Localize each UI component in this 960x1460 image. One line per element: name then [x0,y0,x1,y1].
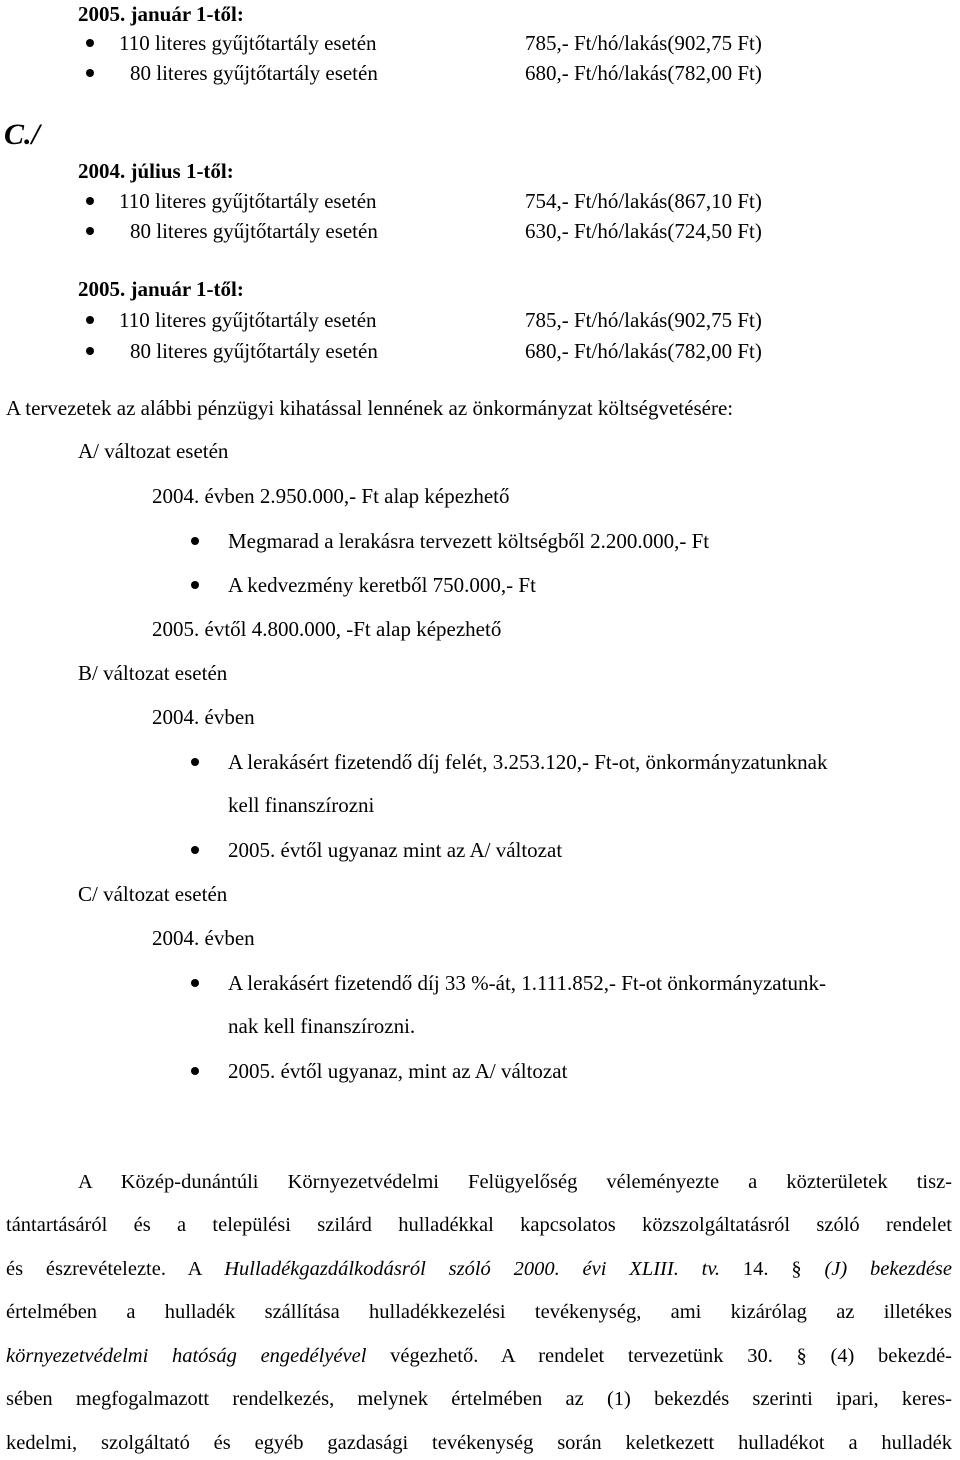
container-price: 630,- Ft/hó/lakás(724,50 Ft) [525,219,762,243]
variant-b-bullet1-line2: kell finanszírozni [228,793,375,817]
paragraph-line [6,1257,952,1281]
container-label: 110 literes gyűjtőtartály esetén [119,189,377,213]
variant-a-2004: 2004. évben 2.950.000,- Ft alap képezhető [152,484,510,508]
container-label: 110 literes gyűjtőtartály esetén [119,308,377,332]
variant-a-2005: 2005. évtől 4.800.000, -Ft alap képezhető [152,617,502,641]
bullet-icon [86,347,94,355]
section-c-heading-2004: 2004. július 1-től: [78,159,234,183]
paragraph-fragment: végezhető. A rendelet tervezetünk 30. § (4) bekezdé- [366,1345,953,1367]
variant-b-bullet2: 2005. évtől ugyanaz mint az A/ változat [228,838,563,862]
variant-c-bullet2: 2005. évtől ugyanaz, mint az A/ változat [228,1059,568,1083]
paragraph-line [6,1344,952,1368]
variant-c-title: C/ változat esetén [78,882,228,906]
bullet-icon [191,581,199,589]
body-paragraph [6,1170,952,1460]
authority-phrase: környezetvédelmi hatóság engedélyével [6,1345,367,1367]
container-price: 785,- Ft/hó/lakás(902,75 Ft) [525,308,762,332]
container-label: 80 literes gyűjtőtartály esetén [130,61,378,85]
container-label: 110 literes gyűjtőtartály esetén [119,31,377,55]
variant-c-2004: 2004. évben [152,926,255,950]
section-c-marker: C./ [4,118,40,151]
variant-a-title: A/ változat esetén [78,439,229,463]
paragraph-line [6,1431,952,1455]
paragraph-text [6,1257,952,1281]
variant-b-bullet1-line1: A lerakásért fizetendő díj felét, 3.253.120,- Ft-ot, önkormányzatunknak [228,750,828,774]
paragraph-line [6,1213,952,1237]
paragraph-line [78,1170,952,1194]
bullet-icon [191,1067,199,1075]
container-price: 680,- Ft/hó/lakás(782,00 Ft) [525,61,762,85]
impact-intro: A tervezetek az alábbi pénzügyi kihatással lennének az önkormányzat költségvetésére: [6,396,734,420]
variant-b-2004: 2004. évben [152,705,255,729]
bullet-icon [191,846,199,854]
bullet-icon [86,69,94,77]
paragraph-text: tántartásáról és a települési szilárd hulladékkal kapcsolatos közszolgáltatásról szóló rendelet [6,1214,952,1236]
bullet-icon [86,316,94,324]
paragraph-text: A Közép-dunántúli Környezetvédelmi Felügyelőség véleményezte a közterületek tisz- [78,1171,952,1193]
bullet-icon [191,979,199,987]
bullet-icon [191,537,199,545]
container-price: 754,- Ft/hó/lakás(867,10 Ft) [525,189,762,213]
section-c-heading-2005: 2005. január 1-től: [78,277,244,301]
paragraph-fragment: 14. § [720,1258,825,1280]
bullet-icon [86,39,94,47]
law-clause: (J) bekezdése [824,1258,952,1280]
container-price: 785,- Ft/hó/lakás(902,75 Ft) [525,31,762,55]
bullet-icon [86,227,94,235]
bullet-icon [86,197,94,205]
paragraph-text [6,1344,952,1368]
variant-a-bullet: Megmarad a lerakásra tervezett költségből 2.200.000,- Ft [228,529,710,553]
variant-a-bullet: A kedvezmény keretből 750.000,- Ft [228,573,536,597]
bullet-icon [191,758,199,766]
container-label: 80 literes gyűjtőtartály esetén [130,339,378,363]
variant-c-bullet1-line2: nak kell finanszírozni. [228,1014,416,1038]
paragraph-line [6,1387,952,1411]
section-b-heading: 2005. január 1-től: [78,2,244,26]
paragraph-text: kedelmi, szolgáltató és egyéb gazdasági tevékenység során keletkezett hulladékot a hulladék [6,1432,952,1454]
container-price: 680,- Ft/hó/lakás(782,00 Ft) [525,339,762,363]
paragraph-text: értelmében a hulladék szállítása hulladékkezelési tevékenység, ami kizárólag az illetékes [6,1301,952,1323]
paragraph-line [6,1300,952,1324]
paragraph-fragment: és észrevételezte. A [6,1258,225,1280]
variant-b-title: B/ változat esetén [78,661,228,685]
variant-c-bullet1-line1: A lerakásért fizetendő díj 33 %-át, 1.111.852,- Ft-ot önkormányzatunk- [228,971,826,995]
law-citation: Hulladékgazdálkodásról szóló 2000. évi XLIII. tv. [224,1258,721,1280]
container-label: 80 literes gyűjtőtartály esetén [130,219,378,243]
paragraph-text: sében megfogalmazott rendelkezés, melynek értelmében az (1) bekezdés szerinti ipari, keres- [6,1388,952,1410]
